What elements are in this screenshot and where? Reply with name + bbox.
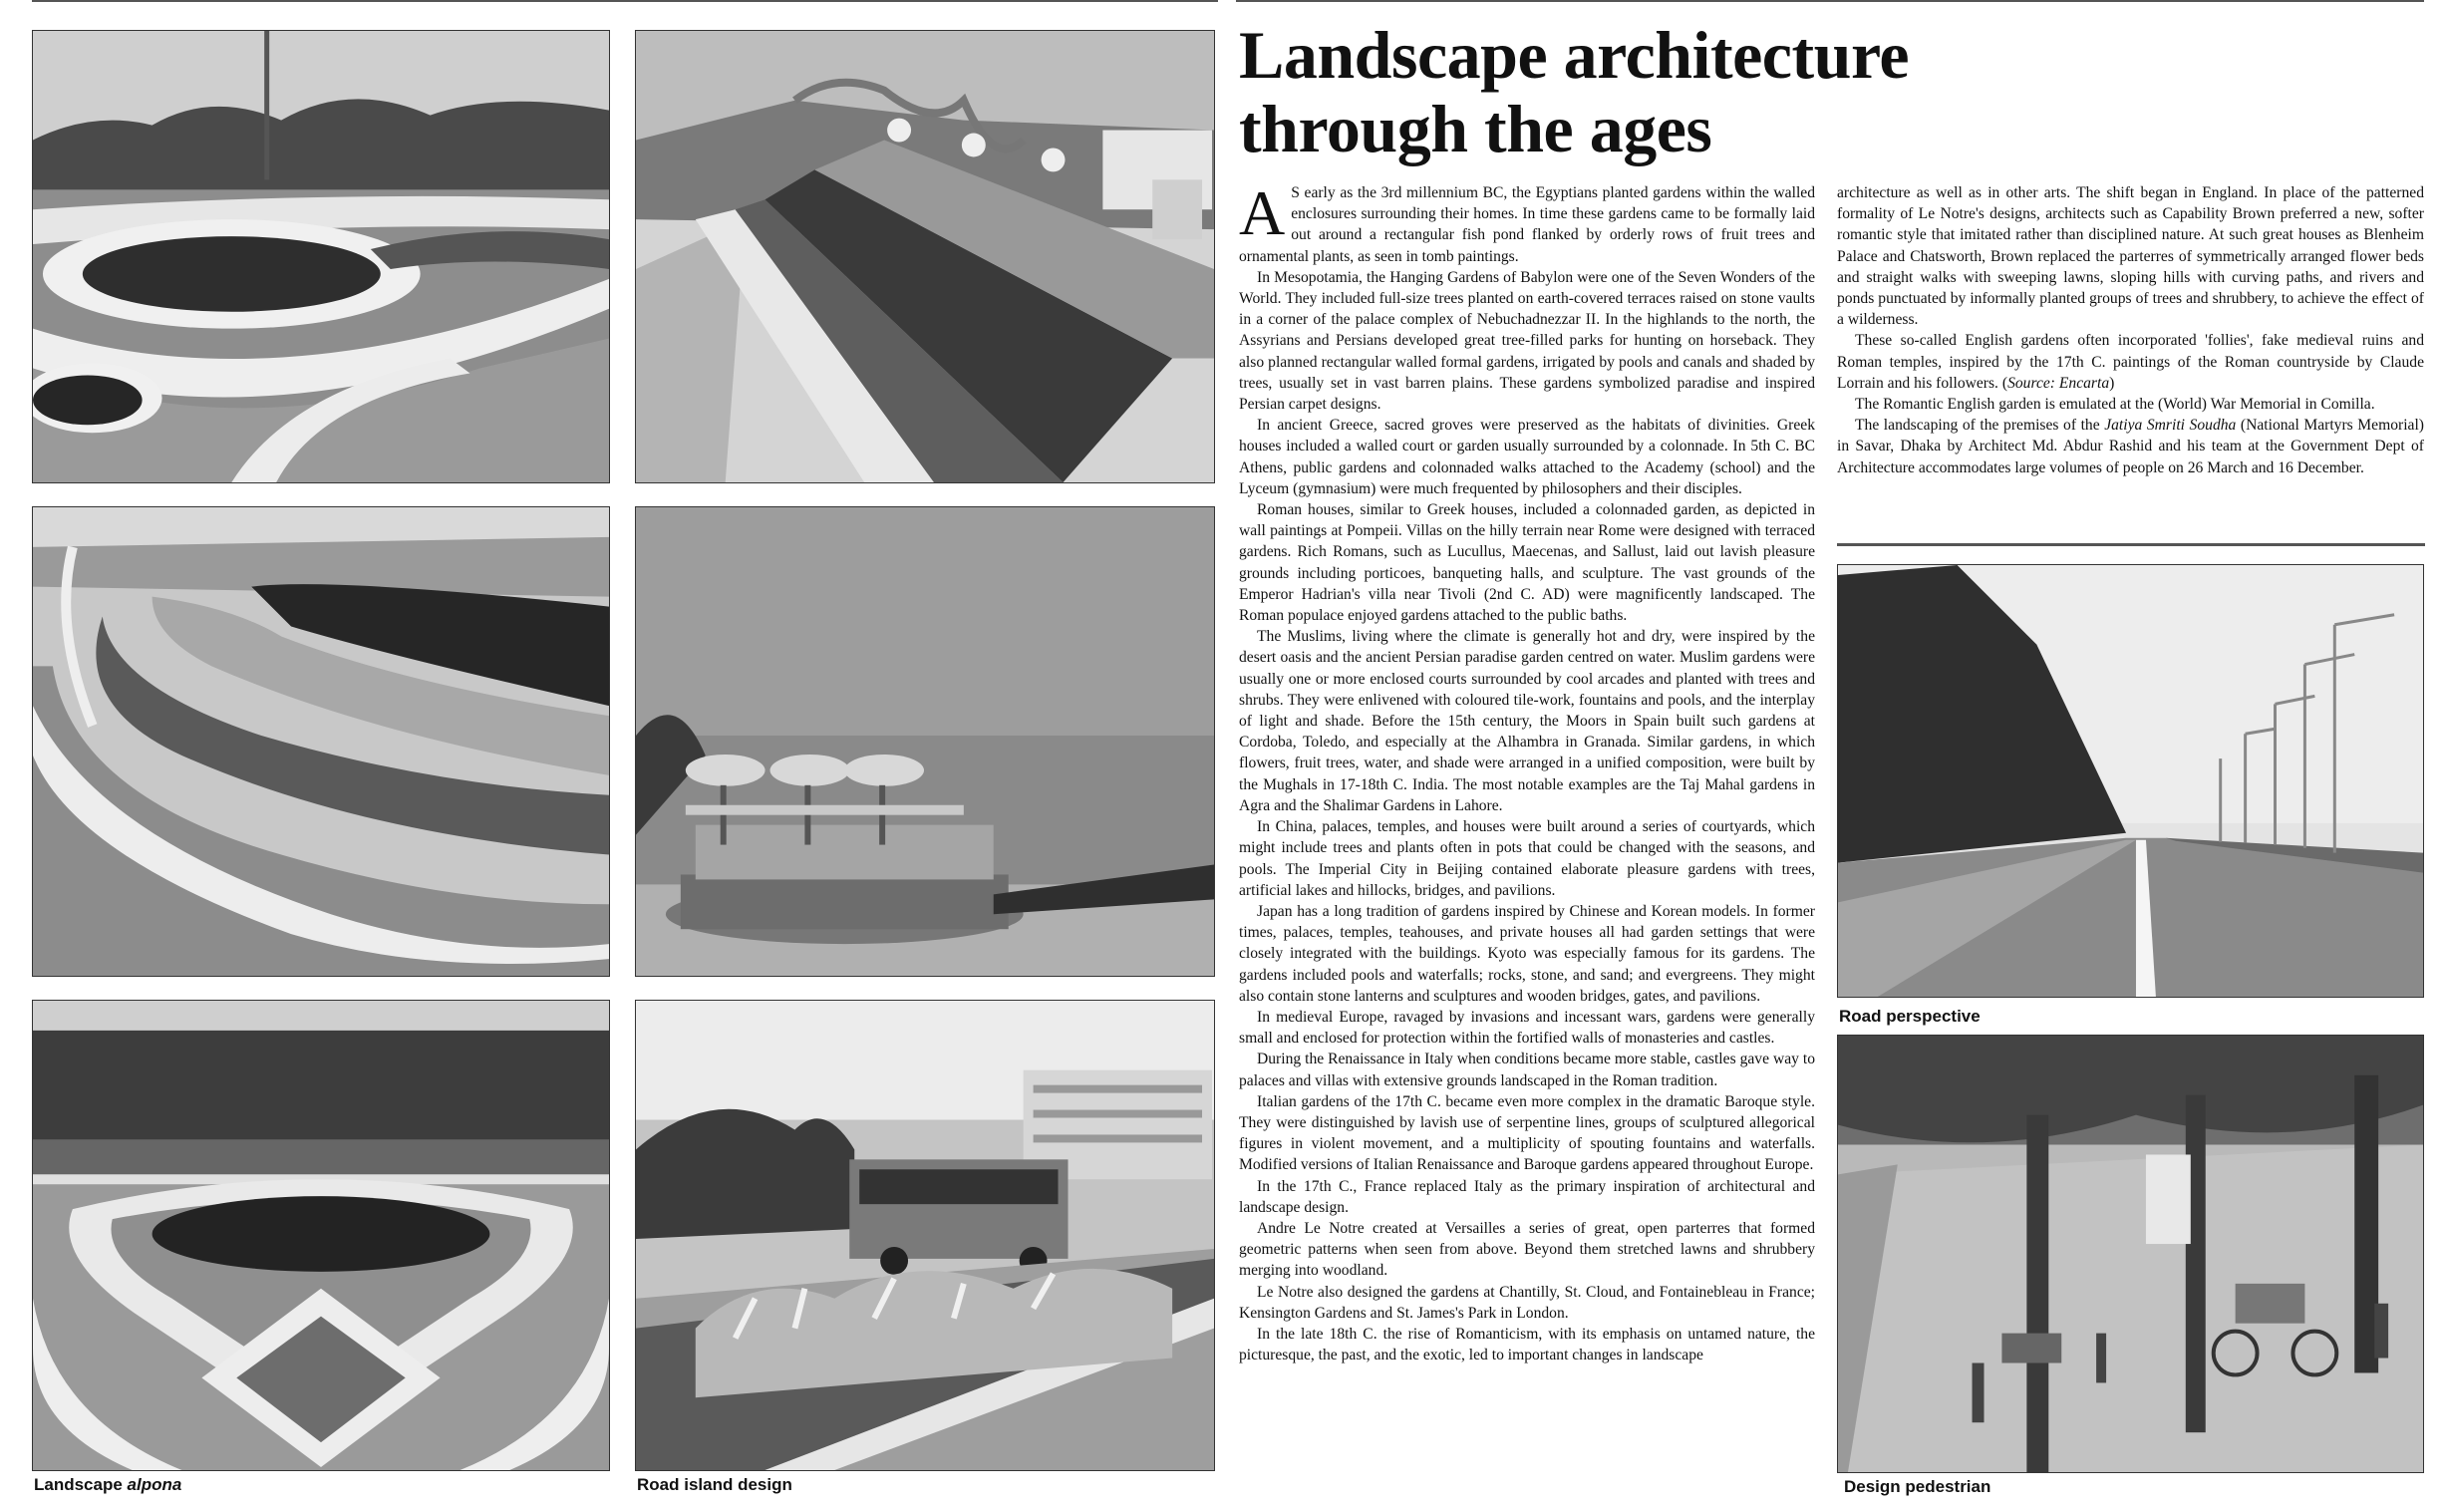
photo-curving-hedges — [32, 506, 610, 977]
caption-landscape-alpona — [34, 1475, 181, 1495]
caption-alpona-italic: alpona — [127, 1475, 182, 1494]
article-column-1 — [1239, 177, 1815, 1365]
column-rule — [1837, 543, 2425, 546]
paragraph: Italian gardens of the 17th C. became even more complex in the dramatic Baroque style. They were distinguished by lavish use of serpentine lines, groups of sculptured allegorical figures in violent movement, and a multiplicity of spouting fountains and waterfalls. Modified versions of Italian Renaissance and Baroque gardens appeared throughout Europe. — [1239, 1092, 1815, 1174]
paragraph: The Romantic English garden is emulated at the (World) War Memorial in Comilla. — [1855, 396, 2375, 414]
photo-heart-alpona — [32, 1000, 610, 1471]
paragraph — [1239, 177, 1815, 267]
paragraph: Japan has a long tradition of gardens inspired by Chinese and Korean models. In former times, palaces, temples, teahouses, and private houses all had garden settings that were closely integrated with the buildings. Kyoto was especially famous for its gardens. The gardens included pools and waterfalls; rocks, stone, and sand; and evergreens. They might also contain stone lanterns and sculptures and wooden bridges, gates, and pavilions. — [1239, 902, 1815, 1005]
paragraph: In China, palaces, temples, and houses were built around a series of courtyards, which might include trees and plants often in pots that could be changed with the seasons, and pools. The Imperial City in Beijing contained elaborate pleasure gardens with trees, artificial lakes and hillocks, bridges, and pavilions. — [1239, 818, 1815, 899]
caption-road-perspective: Road perspective — [1839, 1007, 1981, 1026]
paragraph: Roman houses, similar to Greek houses, included a colonnaded garden, as depicted in wall paintings at Pompeii. Villas on the hilly terrain near Rome were designed with terraced gardens. Rich Romans, such as Lucullus, Maecenas, and Sallust, laid out lavish pleasure grounds including porticoes, banqueting halls, and sculpture. The vast grounds of the Emperor Hadrian's villa near Tivoli (2nd C. AD) were magnificently landscaped. The Roman populace enjoyed gardens attached to the public baths. — [1239, 501, 1815, 625]
paragraph: During the Renaissance in Italy when conditions became more stable, castles gave way to palaces and villas with extensive grounds landscaped in the Roman tradition. — [1239, 1051, 1815, 1089]
photo-landscape-curves — [32, 30, 610, 483]
paragraph: The Muslims, living where the climate is generally hot and dry, were inspired by the desert oasis and the ancient Persian paradise garden centred on water. Muslim gardens were usually one or more enclosed courts surrounded by cool arcades and planted with trees and shrubs. They were enlivened with coloured tile-work, fountains and pools, and the interplay of light and shade. Before the 15th century, the Moors in Spain built such gardens at Cordoba, Toledo, and especially at the Alhambra in Granada. Similar gardens, in which flowers, fruit trees, water, and shade were arranged in a unified composition, were built by the Mughals in 17-18th C. India. The most notable examples are the Taj Mahal gardens in Agra and the Shalimar Gardens in Lahore. — [1239, 628, 1815, 814]
photo-island-bus — [635, 1000, 1215, 1471]
headline — [1239, 18, 2136, 165]
paragraph-text: S early as the 3rd millennium BC, the Egyptians planted gardens within the walled enclosures surrounding their homes. In time these gardens came to be formally laid out around a rectangular fish pond flanked by orderly rows of fruit trees and ornamental plants, as seen in tomb paintings. — [1239, 184, 1815, 265]
paragraph-italic: Jatiya Smriti Soudha — [2104, 417, 2237, 435]
caption-alpona-prefix: Landscape — [34, 1475, 128, 1494]
paragraph-text-b: (National Martyrs Memorial) in Savar, Dhaka by Architect Md. Abdur Rashid and his team at the Government Dept of Architecture accommodates large volumes of people on 26 March and 16 December. — [1837, 417, 2424, 476]
photo-fountain-island — [635, 506, 1215, 977]
paragraph-text: These so-called English gardens often incorporated 'follies', fake medieval ruins and Roman temples, inspired by the 17th C. paintings of the Roman countryside by Claude Lorrain and his followers. — [1837, 332, 2424, 392]
paragraph: In the late 18th C. the rise of Romanticism, with its emphasis on untamed nature, the picturesque, the past, and the exotic, led to important changes in landscape — [1239, 1325, 1815, 1364]
photo-road-divider — [635, 30, 1215, 483]
source-italic: Source: Encarta — [2007, 374, 2110, 392]
paragraph: Le Notre also designed the gardens at Chantilly, St. Cloud, and Fontainebleau in France; Kensington Gardens and St. James's Park in London. — [1239, 1283, 1815, 1322]
caption-design-pedestrian: Design pedestrian — [1844, 1477, 1991, 1496]
paragraph: In the 17th C., France replaced Italy as the primary inspiration of architectural and landscape design. — [1239, 1177, 1815, 1216]
headline-line-2: through the ages — [1239, 91, 1712, 166]
article-column-2 — [1837, 182, 2424, 478]
paragraph: Andre Le Notre created at Versailles a series of great, open parterres that formed geometric patterns when seen from above. Beyond them stretched lawns and shrubbery merging into woodland. — [1239, 1219, 1815, 1280]
headline-line-1: Landscape architecture — [1239, 17, 1910, 93]
paragraph: In ancient Greece, sacred groves were preserved as the habitats of divinities. Greek houses included a walled court or garden usually surrounded by a colonnade. In 5th C. BC Athens, public gardens and colonnaded walks attached to the Academy (school) and the Lyceum (gymnasium) were much frequented by philosophers and their disciples. — [1239, 417, 1815, 497]
photo-pedestrian — [1837, 1035, 2424, 1473]
source-suffix: ) — [2109, 374, 2115, 392]
paragraph — [1837, 330, 2424, 394]
top-rule-right — [1236, 0, 2424, 2]
source-prefix: ( — [2001, 374, 2008, 392]
top-rule-left — [32, 0, 1218, 2]
photo-road-perspective — [1837, 564, 2424, 998]
caption-road-island: Road island design — [637, 1475, 792, 1494]
paragraph: In Mesopotamia, the Hanging Gardens of Babylon were one of the Seven Wonders of the World. They included full-size trees planted on earth-covered terraces raised on stone vaults in a corner of the palace complex of Nebuchadnezzar II. In the highlands to the north, the Assyrians and Persians developed great tree-filled parks for hunting on horseback. They also planned rectangular walled formal gardens, irrigated by pools and canals and shaded by trees, usually set in vast barren plains. These gardens symbolized paradise and inspired Persian carpet designs. — [1239, 268, 1815, 414]
dropcap: A — [1239, 177, 1286, 248]
paragraph: In medieval Europe, ravaged by invasions and incessant wars, gardens were generally small and enclosed for protection within the fortified walls of monasteries and castles. — [1239, 1008, 1815, 1048]
paragraph-text-a: The landscaping of the premises of the — [1855, 417, 2105, 435]
paragraph: architecture as well as in other arts. The shift began in England. In place of the patterned formality of Le Notre's designs, architects such as Capability Brown preferred a new, softer romantic style that imitated rather than disciplined nature. At such great houses as Blenheim Palace and Chatsworth, Brown replaced the parterres of symmetrically arranged flower beds and straight walks with sweeping lawns, sloping hills with curving paths, and rivers and ponds punctuated by informally planted groups of trees and shrubbery, to achieve the effect of a wilderness. — [1837, 184, 2424, 329]
paragraph — [1837, 415, 2424, 478]
